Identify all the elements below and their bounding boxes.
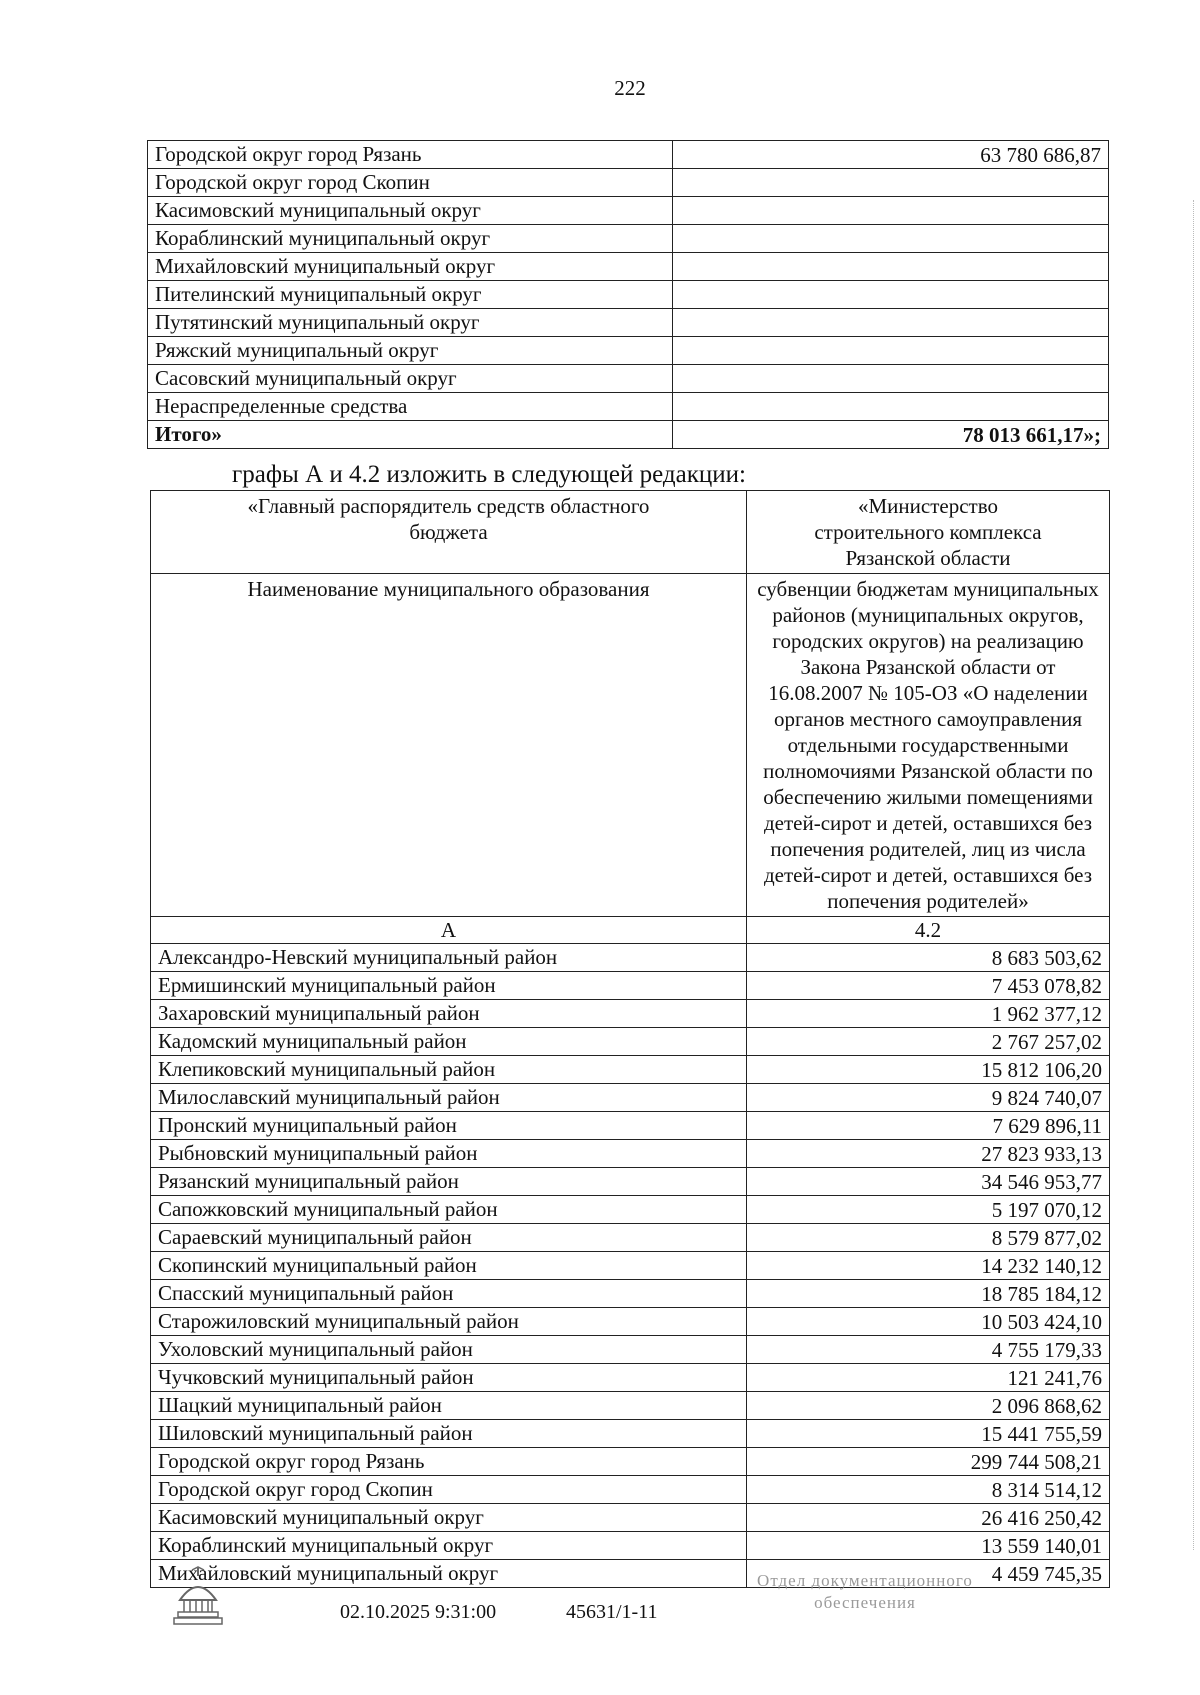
municipality-name: Спасский муниципальный район	[151, 1280, 747, 1308]
table-row	[151, 1364, 1110, 1392]
table-row	[151, 1112, 1110, 1140]
table-row	[151, 1504, 1110, 1532]
subvention-amount: 15 812 106,20	[747, 1056, 1110, 1084]
municipality-name: Городской округ город Скопин	[148, 169, 673, 197]
municipality-name: Кадомский муниципальный район	[151, 1028, 747, 1056]
subvention-amount: 10 503 424,10	[747, 1308, 1110, 1336]
subvention-amount: 4 755 179,33	[747, 1336, 1110, 1364]
amount-value	[673, 225, 1109, 253]
subvention-amount: 26 416 250,42	[747, 1504, 1110, 1532]
municipality-name: Михайловский муниципальный округ	[151, 1560, 747, 1588]
duma-emblem-icon	[170, 1564, 226, 1628]
subvention-amount: 8 314 514,12	[747, 1476, 1110, 1504]
subvention-table	[150, 490, 1110, 1588]
footer-registration-code: 45631/1-11	[566, 1601, 658, 1623]
table-row	[151, 1420, 1110, 1448]
amount-value	[673, 169, 1109, 197]
table-row	[148, 197, 1109, 225]
municipality-name: Шиловский муниципальный район	[151, 1420, 747, 1448]
table-row	[151, 1308, 1110, 1336]
subvention-amount: 299 744 508,21	[747, 1448, 1110, 1476]
table-row	[151, 1056, 1110, 1084]
subvention-amount: 34 546 953,77	[747, 1168, 1110, 1196]
subvention-amount: 7 453 078,82	[747, 972, 1110, 1000]
header-cell-subvention-description: субвенции бюджетам муниципальных районов (муниципальных округов, городских округов) на реализацию Закона Рязанской области от 16.08.2007 № 105-ОЗ «О наделении органов местного самоуправления отдельными государственными полномочиями Рязанской области по обеспечению жилыми помещениями детей-сирот и детей, оставшихся без попечения родителей, лиц из числа детей-сирот и детей, оставшихся без попечения родителей»	[747, 574, 1110, 917]
subvention-amount: 5 197 070,12	[747, 1196, 1110, 1224]
allocation-table-continued	[147, 140, 1109, 449]
header-cell-distributor-label: «Главный распорядитель средств областного бюджета	[151, 491, 747, 574]
table-row	[151, 1000, 1110, 1028]
table-row	[151, 1280, 1110, 1308]
department-line-1: Отдел документационного	[757, 1571, 973, 1590]
municipality-name: Ряжский муниципальный округ	[148, 337, 673, 365]
amount-value	[673, 309, 1109, 337]
subvention-amount: 7 629 896,11	[747, 1112, 1110, 1140]
municipality-name: Скопинский муниципальный район	[151, 1252, 747, 1280]
subvention-amount: 9 824 740,07	[747, 1084, 1110, 1112]
table-row	[151, 1196, 1110, 1224]
table-row	[151, 1028, 1110, 1056]
subvention-amount: 1 962 377,12	[747, 1000, 1110, 1028]
municipality-name: Сараевский муниципальный район	[151, 1224, 747, 1252]
subvention-amount: 15 441 755,59	[747, 1420, 1110, 1448]
municipality-name: Кораблинский муниципальный округ	[151, 1532, 747, 1560]
table-row	[148, 309, 1109, 337]
footer-date: 02.10.2025 9:31:00	[340, 1601, 497, 1623]
table-row	[148, 225, 1109, 253]
table-row	[148, 169, 1109, 197]
municipality-name: Рязанский муниципальный район	[151, 1168, 747, 1196]
municipality-name: Пронский муниципальный район	[151, 1112, 747, 1140]
municipality-name: Клепиковский муниципальный район	[151, 1056, 747, 1084]
municipality-name: Городской округ город Рязань	[151, 1448, 747, 1476]
subvention-amount: 13 559 140,01	[747, 1532, 1110, 1560]
table-row	[151, 1140, 1110, 1168]
table-row	[151, 1168, 1110, 1196]
municipality-name: Касимовский муниципальный округ	[148, 197, 673, 225]
table-row	[148, 253, 1109, 281]
subvention-amount: 2 096 868,62	[747, 1392, 1110, 1420]
table-row	[151, 1392, 1110, 1420]
table-row	[151, 1084, 1110, 1112]
table-row	[148, 365, 1109, 393]
column-code-4-2: 4.2	[747, 917, 1110, 944]
municipality-name: Пителинский муниципальный округ	[148, 281, 673, 309]
subvention-amount: 121 241,76	[747, 1364, 1110, 1392]
municipality-name: Захаровский муниципальный район	[151, 1000, 747, 1028]
amount-value	[673, 281, 1109, 309]
subvention-amount: 14 232 140,12	[747, 1252, 1110, 1280]
municipality-name: Касимовский муниципальный округ	[151, 1504, 747, 1532]
municipality-name: Городской округ город Скопин	[151, 1476, 747, 1504]
table-row	[148, 141, 1109, 169]
table-row	[151, 1448, 1110, 1476]
municipality-name: Путятинский муниципальный округ	[148, 309, 673, 337]
header-cell-municipality-label: Наименование муниципального образования	[151, 574, 747, 917]
table-row	[151, 1476, 1110, 1504]
municipality-name: Шацкий муниципальный район	[151, 1392, 747, 1420]
table-row	[151, 1224, 1110, 1252]
table-row	[148, 337, 1109, 365]
municipality-name: Кораблинский муниципальный округ	[148, 225, 673, 253]
subvention-amount: 8 579 877,02	[747, 1224, 1110, 1252]
total-value: 78 013 661,17»;	[673, 421, 1109, 449]
scan-edge-mark	[1191, 200, 1194, 1550]
total-label: Итого»	[148, 421, 673, 449]
amount-value	[673, 337, 1109, 365]
subvention-amount: 2 767 257,02	[747, 1028, 1110, 1056]
subvention-amount: 4 459 745,35	[747, 1560, 1110, 1588]
municipality-name: Сапожковский муниципальный район	[151, 1196, 747, 1224]
municipality-name: Нераспределенные средства	[148, 393, 673, 421]
header-cell-ministry: «Министерство строительного комплекса Рязанской области	[747, 491, 1110, 574]
amount-value	[673, 253, 1109, 281]
table-row	[148, 281, 1109, 309]
municipality-name: Чучковский муниципальный район	[151, 1364, 747, 1392]
amendment-instruction: графы А и 4.2 изложить в следующей редакции:	[232, 461, 746, 488]
table-row	[151, 1252, 1110, 1280]
municipality-name: Старожиловский муниципальный район	[151, 1308, 747, 1336]
amount-value	[673, 393, 1109, 421]
municipality-name: Ермишинский муниципальный район	[151, 972, 747, 1000]
column-code-a: А	[151, 917, 747, 944]
municipality-name: Рыбновский муниципальный район	[151, 1140, 747, 1168]
table-row	[151, 1532, 1110, 1560]
amount-value: 63 780 686,87	[673, 141, 1109, 169]
amount-value	[673, 365, 1109, 393]
subvention-amount: 8 683 503,62	[747, 944, 1110, 972]
municipality-name: Михайловский муниципальный округ	[148, 253, 673, 281]
department-line-2: обеспечения	[814, 1593, 916, 1612]
municipality-name: Городской округ город Рязань	[148, 141, 673, 169]
amount-value	[673, 197, 1109, 225]
subvention-amount: 18 785 184,12	[747, 1280, 1110, 1308]
table-row	[151, 1336, 1110, 1364]
total-row	[148, 421, 1109, 449]
table-row	[151, 972, 1110, 1000]
subvention-amount: 27 823 933,13	[747, 1140, 1110, 1168]
municipality-name: Ухоловский муниципальный район	[151, 1336, 747, 1364]
municipality-name: Сасовский муниципальный округ	[148, 365, 673, 393]
page-number: 222	[614, 76, 646, 100]
municipality-name: Александро-Невский муниципальный район	[151, 944, 747, 972]
table-row	[151, 944, 1110, 972]
municipality-name: Милославский муниципальный район	[151, 1084, 747, 1112]
department-stamp	[690, 1570, 1040, 1614]
table-row	[148, 393, 1109, 421]
